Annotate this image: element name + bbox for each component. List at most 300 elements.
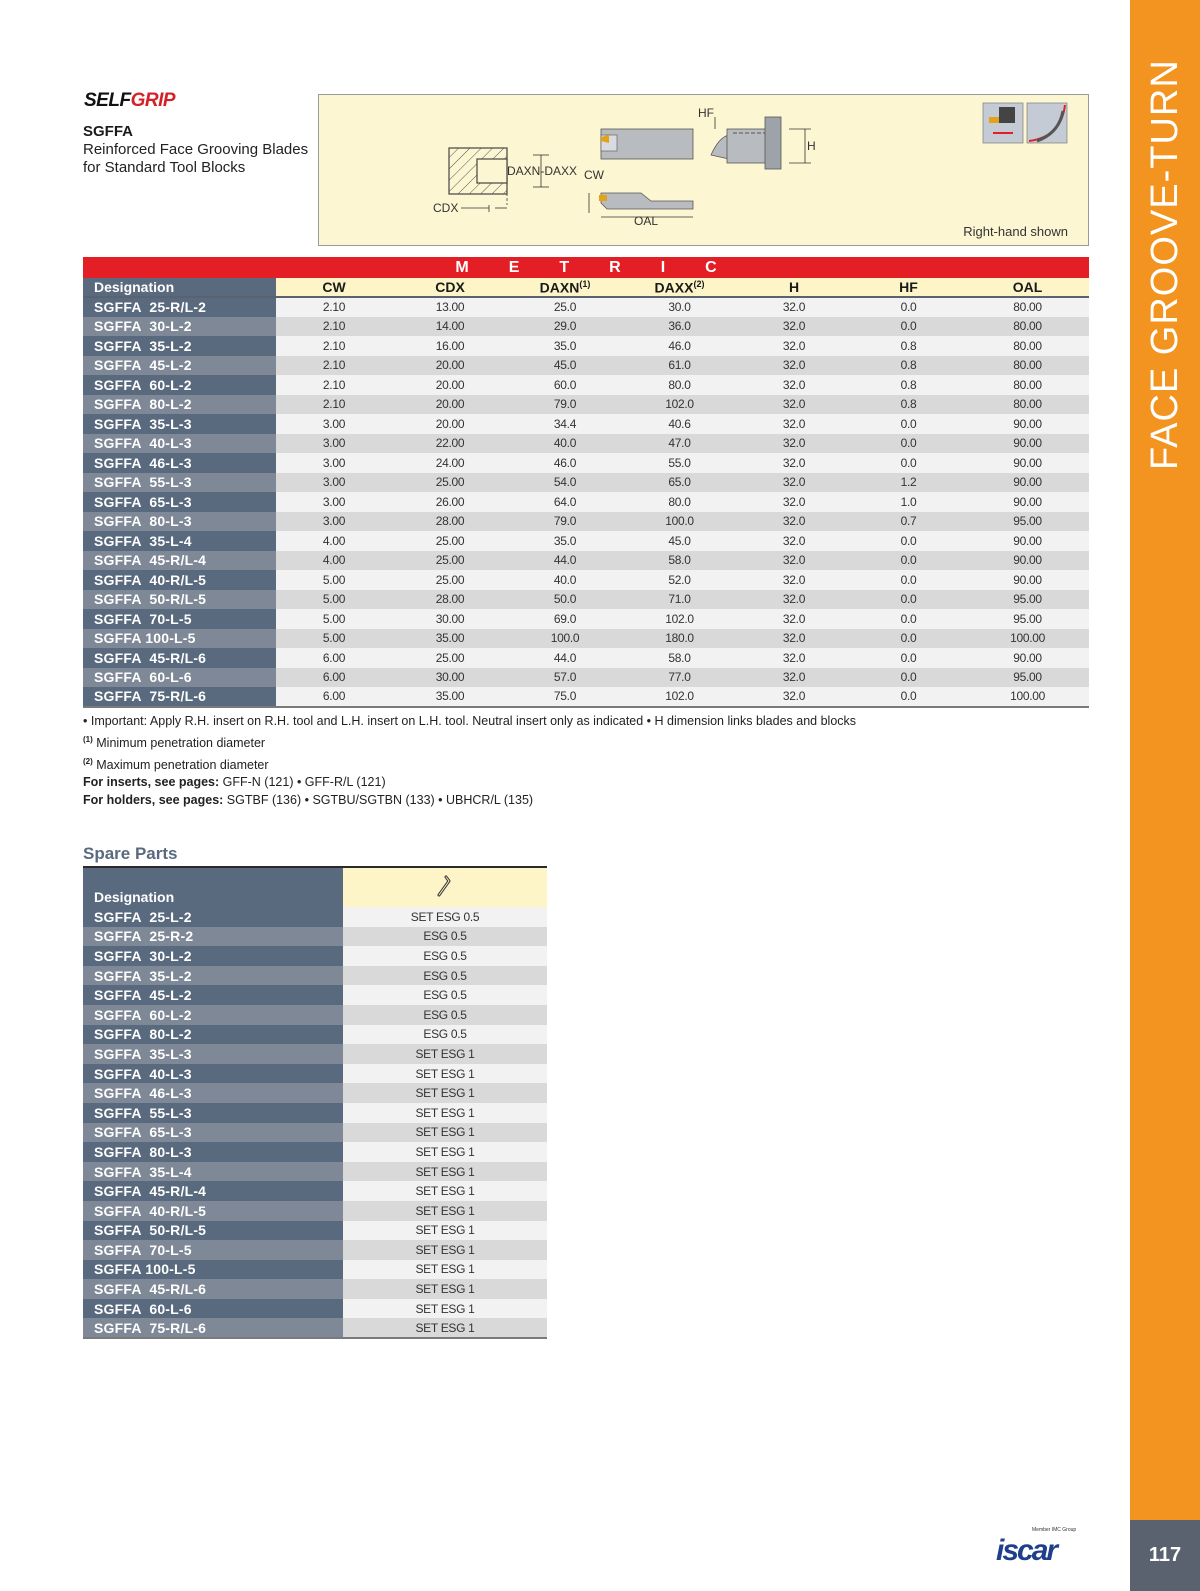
table-row [83, 1299, 547, 1319]
cell-hf: 0.0 [851, 687, 966, 707]
cell-daxx: 52.0 [622, 570, 737, 590]
table-row [83, 1240, 547, 1260]
cell-cw: 5.00 [276, 590, 392, 610]
cell-h: 32.0 [737, 395, 851, 415]
spare-cell-key: SET ESG 1 [343, 1142, 547, 1162]
cell-h: 32.0 [737, 590, 851, 610]
table-row [83, 414, 1089, 434]
product-description: Reinforced Face Grooving Blades for Standard Tool Blocks [83, 141, 309, 176]
table-row [83, 907, 547, 927]
col-cdx: CDX [392, 278, 508, 297]
spare-cell-key: SET ESG 1 [343, 1044, 547, 1064]
spare-cell-designation: SGFFA 45-R/L-4 [83, 1181, 343, 1201]
holders-reference [83, 792, 856, 810]
cell-cdx: 35.00 [392, 629, 508, 649]
notes [83, 713, 856, 810]
cell-hf: 1.0 [851, 492, 966, 512]
cell-daxx: 58.0 [622, 551, 737, 571]
section-title: FACE GROOVE-TURN [1144, 59, 1186, 470]
table-row [83, 434, 1089, 454]
spare-cell-key: ESG 0.5 [343, 1025, 547, 1045]
cell-designation: SGFFA 35-L-4 [83, 531, 276, 551]
cell-daxx: 100.0 [622, 512, 737, 532]
cell-hf: 0.0 [851, 297, 966, 317]
cell-daxn: 35.0 [508, 531, 622, 551]
cell-daxx: 71.0 [622, 590, 737, 610]
cell-daxx: 102.0 [622, 395, 737, 415]
cell-daxx: 80.0 [622, 492, 737, 512]
table-row [83, 1260, 547, 1280]
table-row [83, 1083, 547, 1103]
cell-cw: 3.00 [276, 473, 392, 493]
cell-cw: 5.00 [276, 609, 392, 629]
cell-h: 32.0 [737, 668, 851, 688]
workpiece-section [449, 148, 549, 212]
cell-hf: 0.8 [851, 375, 966, 395]
cell-h: 32.0 [737, 375, 851, 395]
table-row [83, 1025, 547, 1045]
spare-cell-key: SET ESG 1 [343, 1318, 547, 1338]
cell-oal: 90.00 [966, 414, 1089, 434]
cell-daxn: 79.0 [508, 512, 622, 532]
cell-h: 32.0 [737, 629, 851, 649]
spare-cell-key: SET ESG 1 [343, 1221, 547, 1241]
spare-cell-designation: SGFFA 75-R/L-6 [83, 1318, 343, 1338]
cell-h: 32.0 [737, 570, 851, 590]
cell-oal: 80.00 [966, 375, 1089, 395]
table-row [83, 356, 1089, 376]
cell-h: 32.0 [737, 512, 851, 532]
cell-daxn: 44.0 [508, 551, 622, 571]
spare-cell-designation: SGFFA 100-L-5 [83, 1260, 343, 1280]
cell-designation: SGFFA 50-R/L-5 [83, 590, 276, 610]
table-row [83, 609, 1089, 629]
col-daxx-label: DAXX [654, 279, 694, 296]
cell-h: 32.0 [737, 473, 851, 493]
cell-cw: 3.00 [276, 434, 392, 454]
cell-h: 32.0 [737, 687, 851, 707]
cell-cdx: 28.00 [392, 512, 508, 532]
cell-daxn: 69.0 [508, 609, 622, 629]
cell-hf: 0.0 [851, 629, 966, 649]
cell-daxn: 50.0 [508, 590, 622, 610]
cell-oal: 95.00 [966, 590, 1089, 610]
spare-cell-key: ESG 0.5 [343, 966, 547, 986]
table-row [83, 629, 1089, 649]
spare-cell-key: SET ESG 1 [343, 1064, 547, 1084]
block-view [711, 117, 811, 169]
cell-designation: SGFFA 45-R/L-4 [83, 551, 276, 571]
spare-cell-designation: SGFFA 55-L-3 [83, 1103, 343, 1123]
table-row [83, 1044, 547, 1064]
cell-daxx: 47.0 [622, 434, 737, 454]
col-daxn [508, 278, 622, 297]
spare-cell-key: ESG 0.5 [343, 985, 547, 1005]
cell-designation: SGFFA 60-L-2 [83, 375, 276, 395]
cell-cw: 4.00 [276, 531, 392, 551]
spare-cell-key: SET ESG 1 [343, 1201, 547, 1221]
inserts-reference [83, 774, 856, 792]
brand-part1: SELF [84, 90, 131, 111]
cell-hf: 0.0 [851, 434, 966, 454]
cell-hf: 0.0 [851, 317, 966, 337]
spare-col-key [343, 867, 547, 907]
cell-daxn: 40.0 [508, 434, 622, 454]
spare-cell-designation: SGFFA 40-L-3 [83, 1064, 343, 1084]
label-oal: OAL [634, 214, 659, 228]
table-row [83, 492, 1089, 512]
holders-value: SGTBF (136) • SGTBU/SGTBN (133) • UBHCR/L (135) [223, 793, 534, 808]
spare-cell-key: ESG 0.5 [343, 927, 547, 947]
cell-daxn: 57.0 [508, 668, 622, 688]
cell-cw: 2.10 [276, 336, 392, 356]
cell-designation: SGFFA 80-L-3 [83, 512, 276, 532]
cell-designation: SGFFA 35-L-3 [83, 414, 276, 434]
spare-cell-designation: SGFFA 25-R-2 [83, 927, 343, 947]
cell-oal: 100.00 [966, 687, 1089, 707]
cell-hf: 0.8 [851, 395, 966, 415]
spare-cell-designation: SGFFA 80-L-2 [83, 1025, 343, 1045]
blade-top-view [601, 129, 693, 159]
spare-cell-key: SET ESG 1 [343, 1240, 547, 1260]
spare-cell-designation: SGFFA 45-R/L-6 [83, 1279, 343, 1299]
footnote-1 [83, 731, 856, 753]
cell-daxx: 58.0 [622, 648, 737, 668]
cell-daxn: 35.0 [508, 336, 622, 356]
member-text: Member IMC Group [1032, 1527, 1077, 1533]
cell-oal: 100.00 [966, 629, 1089, 649]
cell-cdx: 25.00 [392, 473, 508, 493]
cell-daxn: 64.0 [508, 492, 622, 512]
cell-oal: 90.00 [966, 492, 1089, 512]
spare-cell-key: ESG 0.5 [343, 1005, 547, 1025]
cell-oal: 90.00 [966, 570, 1089, 590]
cell-daxn: 79.0 [508, 395, 622, 415]
cell-cw: 3.00 [276, 512, 392, 532]
allen-key-icon [433, 871, 457, 901]
cell-designation: SGFFA 40-L-3 [83, 434, 276, 454]
cell-oal: 90.00 [966, 531, 1089, 551]
cell-designation: SGFFA 45-L-2 [83, 356, 276, 376]
cell-cw: 6.00 [276, 687, 392, 707]
cell-cdx: 20.00 [392, 395, 508, 415]
table-row [83, 648, 1089, 668]
table-row [83, 590, 1089, 610]
cell-cdx: 28.00 [392, 590, 508, 610]
cell-cdx: 30.00 [392, 668, 508, 688]
cell-cw: 5.00 [276, 570, 392, 590]
cell-cw: 6.00 [276, 648, 392, 668]
cell-designation: SGFFA 70-L-5 [83, 609, 276, 629]
cell-hf: 0.0 [851, 570, 966, 590]
table-row [83, 1142, 547, 1162]
cell-designation: SGFFA 30-L-2 [83, 317, 276, 337]
table-row [83, 570, 1089, 590]
spare-cell-designation: SGFFA 65-L-3 [83, 1123, 343, 1143]
label-h: H [807, 139, 816, 153]
important-note: • Important: Apply R.H. insert on R.H. tool and L.H. insert on L.H. tool. Neutral insert only as indicated • H dimension links blades and blocks [83, 714, 857, 728]
table-row [83, 1279, 547, 1299]
cell-cw: 2.10 [276, 375, 392, 395]
label-hf: HF [698, 106, 714, 120]
spare-cell-designation: SGFFA 35-L-2 [83, 966, 343, 986]
table-row [83, 687, 1089, 707]
cell-h: 32.0 [737, 317, 851, 337]
cell-cw: 2.10 [276, 356, 392, 376]
cell-daxn: 34.4 [508, 414, 622, 434]
cell-h: 32.0 [737, 648, 851, 668]
label-cw: CW [584, 168, 604, 182]
table-row [83, 473, 1089, 493]
metric-banner: METRIC [83, 257, 1089, 278]
cell-hf: 0.8 [851, 336, 966, 356]
col-designation: Designation [83, 278, 276, 297]
spare-cell-key: SET ESG 1 [343, 1103, 547, 1123]
cell-cdx: 16.00 [392, 336, 508, 356]
cell-daxn: 29.0 [508, 317, 622, 337]
col-daxn-sup: (1) [579, 278, 591, 289]
cell-cw: 2.10 [276, 297, 392, 317]
cell-hf: 0.0 [851, 453, 966, 473]
spare-cell-key: ESG 0.5 [343, 946, 547, 966]
table-row [83, 1005, 547, 1025]
cell-oal: 80.00 [966, 317, 1089, 337]
cell-oal: 80.00 [966, 395, 1089, 415]
cell-oal: 90.00 [966, 648, 1089, 668]
holders-label: For holders, see pages: [83, 793, 224, 808]
cell-designation: SGFFA 45-R/L-6 [83, 648, 276, 668]
cell-daxn: 46.0 [508, 453, 622, 473]
cell-daxx: 45.0 [622, 531, 737, 551]
spare-cell-key: SET ESG 1 [343, 1162, 547, 1182]
col-daxx [622, 278, 737, 297]
page-number: 117 [1130, 1520, 1200, 1591]
spare-cell-key: SET ESG 0.5 [343, 907, 547, 927]
cell-designation: SGFFA 60-L-6 [83, 668, 276, 688]
cell-daxn: 25.0 [508, 297, 622, 317]
label-daxn-daxx: DAXN-DAXX [507, 164, 578, 178]
cell-designation: SGFFA 46-L-3 [83, 453, 276, 473]
cell-designation: SGFFA 55-L-3 [83, 473, 276, 493]
cell-h: 32.0 [737, 336, 851, 356]
cell-daxx: 61.0 [622, 356, 737, 376]
cell-cdx: 25.00 [392, 648, 508, 668]
table-row [83, 531, 1089, 551]
cell-oal: 95.00 [966, 512, 1089, 532]
table-row [83, 317, 1089, 337]
cell-h: 32.0 [737, 551, 851, 571]
cell-cdx: 20.00 [392, 375, 508, 395]
cell-cw: 3.00 [276, 453, 392, 473]
cell-hf: 0.0 [851, 648, 966, 668]
cell-daxn: 44.0 [508, 648, 622, 668]
cell-hf: 0.7 [851, 512, 966, 532]
spare-parts-title: Spare Parts [83, 844, 178, 863]
spare-cell-key: SET ESG 1 [343, 1123, 547, 1143]
cell-cdx: 25.00 [392, 531, 508, 551]
table-row [83, 453, 1089, 473]
table-row [83, 668, 1089, 688]
application-icons [983, 103, 1067, 143]
col-daxx-sup: (2) [693, 278, 705, 289]
footnote-2-text: Maximum penetration diameter [92, 757, 269, 772]
spare-parts-table [83, 866, 547, 1339]
cell-daxn: 60.0 [508, 375, 622, 395]
cell-oal: 80.00 [966, 336, 1089, 356]
cell-h: 32.0 [737, 297, 851, 317]
col-daxn-label: DAXN [539, 279, 580, 296]
col-cw: CW [276, 278, 392, 297]
cell-oal: 90.00 [966, 453, 1089, 473]
iscar-logo [996, 1527, 1096, 1567]
table-row [83, 1123, 547, 1143]
cell-cdx: 22.00 [392, 434, 508, 454]
cell-daxx: 65.0 [622, 473, 737, 493]
cell-hf: 0.0 [851, 668, 966, 688]
table-row [83, 946, 547, 966]
cell-h: 32.0 [737, 356, 851, 376]
cell-daxx: 30.0 [622, 297, 737, 317]
brand-part2: GRIP [130, 90, 176, 111]
table-row [83, 1318, 547, 1338]
spare-cell-designation: SGFFA 35-L-4 [83, 1162, 343, 1182]
cell-designation: SGFFA 35-L-2 [83, 336, 276, 356]
cell-cdx: 14.00 [392, 317, 508, 337]
cell-cdx: 25.00 [392, 551, 508, 571]
inserts-label: For inserts, see pages: [83, 775, 220, 790]
cell-cw: 5.00 [276, 629, 392, 649]
cell-hf: 0.0 [851, 551, 966, 571]
col-oal: OAL [966, 278, 1089, 297]
table-row [83, 985, 547, 1005]
cell-cdx: 26.00 [392, 492, 508, 512]
spare-cell-designation: SGFFA 80-L-3 [83, 1142, 343, 1162]
table-row [83, 1201, 547, 1221]
footnote-1-mark: (1) [83, 734, 93, 744]
cell-daxx: 55.0 [622, 453, 737, 473]
cell-designation: SGFFA 75-R/L-6 [83, 687, 276, 707]
spare-cell-designation: SGFFA 25-L-2 [83, 907, 343, 927]
cell-oal: 90.00 [966, 551, 1089, 571]
cell-cdx: 35.00 [392, 687, 508, 707]
table-row [83, 297, 1089, 317]
cell-cdx: 20.00 [392, 356, 508, 376]
cell-cw: 3.00 [276, 414, 392, 434]
footnote-1-text: Minimum penetration diameter [92, 735, 266, 750]
spare-cell-designation: SGFFA 60-L-2 [83, 1005, 343, 1025]
table-row [83, 927, 547, 947]
cell-cw: 3.00 [276, 492, 392, 512]
cell-daxx: 102.0 [622, 609, 737, 629]
col-h: H [737, 278, 851, 297]
spare-cell-key: SET ESG 1 [343, 1083, 547, 1103]
spare-cell-key: SET ESG 1 [343, 1299, 547, 1319]
table-row [83, 1221, 547, 1241]
brand-logo [84, 90, 175, 112]
cell-hf: 0.0 [851, 609, 966, 629]
table-row [83, 1181, 547, 1201]
cell-oal: 95.00 [966, 668, 1089, 688]
cell-oal: 90.00 [966, 473, 1089, 493]
spare-cell-key: SET ESG 1 [343, 1260, 547, 1280]
product-code: SGFFA [83, 123, 134, 140]
metric-table [83, 257, 1089, 708]
cell-h: 32.0 [737, 414, 851, 434]
label-cdx: CDX [433, 201, 459, 215]
cell-daxx: 80.0 [622, 375, 737, 395]
cell-designation: SGFFA 40-R/L-5 [83, 570, 276, 590]
spare-cell-designation: SGFFA 35-L-3 [83, 1044, 343, 1064]
col-hf: HF [851, 278, 966, 297]
spare-cell-designation: SGFFA 45-L-2 [83, 985, 343, 1005]
cell-cw: 2.10 [276, 317, 392, 337]
cell-daxx: 77.0 [622, 668, 737, 688]
cell-hf: 0.0 [851, 414, 966, 434]
cell-daxx: 46.0 [622, 336, 737, 356]
cell-h: 32.0 [737, 453, 851, 473]
spare-cell-designation: SGFFA 30-L-2 [83, 946, 343, 966]
spare-col-designation: Designation [83, 867, 343, 907]
cell-cdx: 24.00 [392, 453, 508, 473]
table-row [83, 966, 547, 986]
cell-h: 32.0 [737, 531, 851, 551]
spare-cell-designation: SGFFA 60-L-6 [83, 1299, 343, 1319]
cell-daxn: 75.0 [508, 687, 622, 707]
technical-diagram [318, 94, 1089, 246]
inserts-value: GFF-N (121) • GFF-R/L (121) [219, 775, 386, 790]
table-row [83, 395, 1089, 415]
cell-daxx: 36.0 [622, 317, 737, 337]
right-hand-note: Right-hand shown [963, 224, 1068, 239]
cell-hf: 1.2 [851, 473, 966, 493]
cell-oal: 80.00 [966, 356, 1089, 376]
table-row [83, 1162, 547, 1182]
logo-word: iscar [996, 1534, 1057, 1567]
cell-daxn: 54.0 [508, 473, 622, 493]
cell-h: 32.0 [737, 492, 851, 512]
cell-cdx: 20.00 [392, 414, 508, 434]
cell-cw: 4.00 [276, 551, 392, 571]
cell-oal: 95.00 [966, 609, 1089, 629]
cell-designation: SGFFA 80-L-2 [83, 395, 276, 415]
cell-oal: 90.00 [966, 434, 1089, 454]
spare-cell-designation: SGFFA 50-R/L-5 [83, 1221, 343, 1241]
footnote-2 [83, 753, 856, 775]
table-row [83, 551, 1089, 571]
cell-designation: SGFFA 25-R/L-2 [83, 297, 276, 317]
cell-cw: 2.10 [276, 395, 392, 415]
table-row [83, 1103, 547, 1123]
cell-cdx: 25.00 [392, 570, 508, 590]
table-row [83, 1064, 547, 1084]
table-row [83, 375, 1089, 395]
cell-daxx: 180.0 [622, 629, 737, 649]
table-row [83, 512, 1089, 532]
cell-hf: 0.8 [851, 356, 966, 376]
cell-cdx: 30.00 [392, 609, 508, 629]
spare-cell-designation: SGFFA 40-R/L-5 [83, 1201, 343, 1221]
cell-cdx: 13.00 [392, 297, 508, 317]
spare-cell-key: SET ESG 1 [343, 1181, 547, 1201]
cell-cw: 6.00 [276, 668, 392, 688]
table-row [83, 336, 1089, 356]
cell-h: 32.0 [737, 434, 851, 454]
footnote-2-mark: (2) [83, 756, 93, 766]
cell-oal: 80.00 [966, 297, 1089, 317]
cell-hf: 0.0 [851, 590, 966, 610]
cell-h: 32.0 [737, 609, 851, 629]
spare-cell-designation: SGFFA 70-L-5 [83, 1240, 343, 1260]
